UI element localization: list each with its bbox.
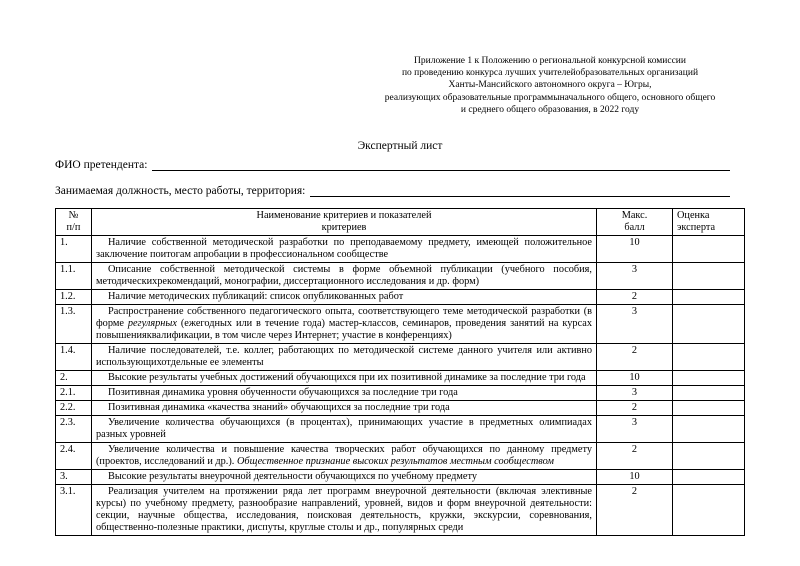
col-header-number: № п/п	[56, 209, 92, 236]
row-number: 1.1.	[56, 263, 92, 290]
page-title: Экспертный лист	[357, 140, 443, 152]
row-criteria-text: Высокие результаты внеурочной деятельности обучающихся по учебному предмету	[92, 470, 597, 485]
appendix-line: по проведению конкурса лучших учителейобразовательных организаций	[401, 68, 699, 79]
criteria-row	[56, 386, 745, 401]
row-expert-score-cell	[673, 290, 745, 305]
row-number: 2.1.	[56, 386, 92, 401]
row-max-score: 3	[597, 416, 673, 443]
criteria-row	[56, 236, 745, 263]
row-criteria-text: Описание собственной методической системы в форме объемной публикации (учебного пособия, методическихрекомендаций, монографии, диссертационного исследования и др. форм)	[92, 263, 597, 290]
row-criteria-text: Наличие методических публикаций: список опубликованных работ	[92, 290, 597, 305]
row-max-score: 10	[597, 236, 673, 263]
applicant-name-field	[55, 157, 730, 171]
row-criteria-text: Увеличение количества обучающихся (в процентах), принимающих участие в предметных олимпиадах разных уровней	[92, 416, 597, 443]
position-label: Занимаемая должность, место работы, территория:	[55, 185, 306, 197]
row-expert-score-cell	[673, 416, 745, 443]
row-criteria-text: Наличие последователей, т.е. коллег, работающих по методической системе данного учителя или активно использующихотдельные ее элементы	[92, 344, 597, 371]
row-criteria-text: Увеличение количества и повышение качества творческих работ обучающихся по данному предмету (проектов, исследований и др.). Общественное признание высоких результатов местным сообществом	[92, 443, 597, 470]
criteria-row	[56, 305, 745, 344]
position-field	[55, 183, 730, 197]
position-blank-line	[310, 183, 730, 197]
applicant-name-label: ФИО претендента:	[55, 159, 148, 171]
row-expert-score-cell	[673, 236, 745, 263]
row-expert-score-cell	[673, 263, 745, 290]
row-number: 3.1.	[56, 485, 92, 536]
row-number: 1.4.	[56, 344, 92, 371]
row-number: 1.2.	[56, 290, 92, 305]
row-criteria-text: Наличие собственной методической разработки по преподаваемому предмету, имеющей положительное заключение поитогам апробации в профессиональном сообществе	[92, 236, 597, 263]
row-number: 2.	[56, 371, 92, 386]
row-criteria-text: Высокие результаты учебных достижений обучающихся при их позитивной динамике за последние три года	[92, 371, 597, 386]
criteria-row	[56, 401, 745, 416]
appendix-line: реализующих образовательные программыначального общего, основного общего	[384, 92, 716, 103]
row-number: 1.3.	[56, 305, 92, 344]
row-max-score: 2	[597, 344, 673, 371]
row-max-score: 10	[597, 470, 673, 485]
row-expert-score-cell	[673, 401, 745, 416]
row-max-score: 2	[597, 443, 673, 470]
row-number: 2.3.	[56, 416, 92, 443]
applicant-name-blank-line	[152, 157, 730, 171]
row-max-score: 2	[597, 401, 673, 416]
row-expert-score-cell	[673, 470, 745, 485]
criteria-row	[56, 416, 745, 443]
row-criteria-text: Распространение собственного педагогического опыта, соответствующего теме методической разработки (в форме регулярных (ежегодных или в течение года) мастер-классов, семинаров, проведения занятий на курсах повышенияквалификации, в том числе через Интернет; участие в конференциях)	[92, 305, 597, 344]
row-expert-score-cell	[673, 344, 745, 371]
appendix-header	[354, 55, 746, 116]
criteria-row	[56, 344, 745, 371]
row-max-score: 2	[597, 485, 673, 536]
criteria-table	[55, 208, 745, 536]
row-criteria-text: Реализация учителем на протяжении ряда лет программ внеурочной деятельности (включая элективные курсы) по учебному предмету, разнообразие направлений, уровней, видов и форм внеурочной деятельности: секции, научные общества, исследования, поисковая деятельность, кружки, экскурсии, соревнования, общественно-полезные практики, диспуты, круглые столы и др., популярных среди	[92, 485, 597, 536]
criteria-row	[56, 263, 745, 290]
row-number: 1.	[56, 236, 92, 263]
row-expert-score-cell	[673, 443, 745, 470]
row-expert-score-cell	[673, 371, 745, 386]
row-expert-score-cell	[673, 305, 745, 344]
row-max-score: 10	[597, 371, 673, 386]
criteria-row	[56, 371, 745, 386]
appendix-line: Ханты-Мансийского автономного округа – Югры,	[448, 80, 652, 91]
row-criteria-text: Позитивная динамика уровня обученности обучающихся за последние три года	[92, 386, 597, 401]
criteria-row	[56, 485, 745, 536]
appendix-line: Приложение 1 к Положению о региональной конкурсной комиссии	[414, 56, 686, 66]
row-expert-score-cell	[673, 485, 745, 536]
criteria-row	[56, 290, 745, 305]
col-header-criteria-name: Наименование критериев и показателей критериев	[92, 209, 597, 236]
appendix-line: и среднего общего образования, в 2022 году	[460, 104, 640, 115]
criteria-row	[56, 443, 745, 470]
criteria-header-row	[56, 209, 745, 236]
row-number: 2.2.	[56, 401, 92, 416]
row-criteria-text: Позитивная динамика «качества знаний» обучающихся за последние три года	[92, 401, 597, 416]
row-expert-score-cell	[673, 386, 745, 401]
row-number: 3.	[56, 470, 92, 485]
col-header-max-score: Макс. балл	[597, 209, 673, 236]
row-max-score: 3	[597, 263, 673, 290]
row-number: 2.4.	[56, 443, 92, 470]
row-max-score: 3	[597, 386, 673, 401]
row-max-score: 2	[597, 290, 673, 305]
criteria-row	[56, 470, 745, 485]
row-max-score: 3	[597, 305, 673, 344]
col-header-expert-score: Оценка эксперта	[673, 209, 745, 236]
